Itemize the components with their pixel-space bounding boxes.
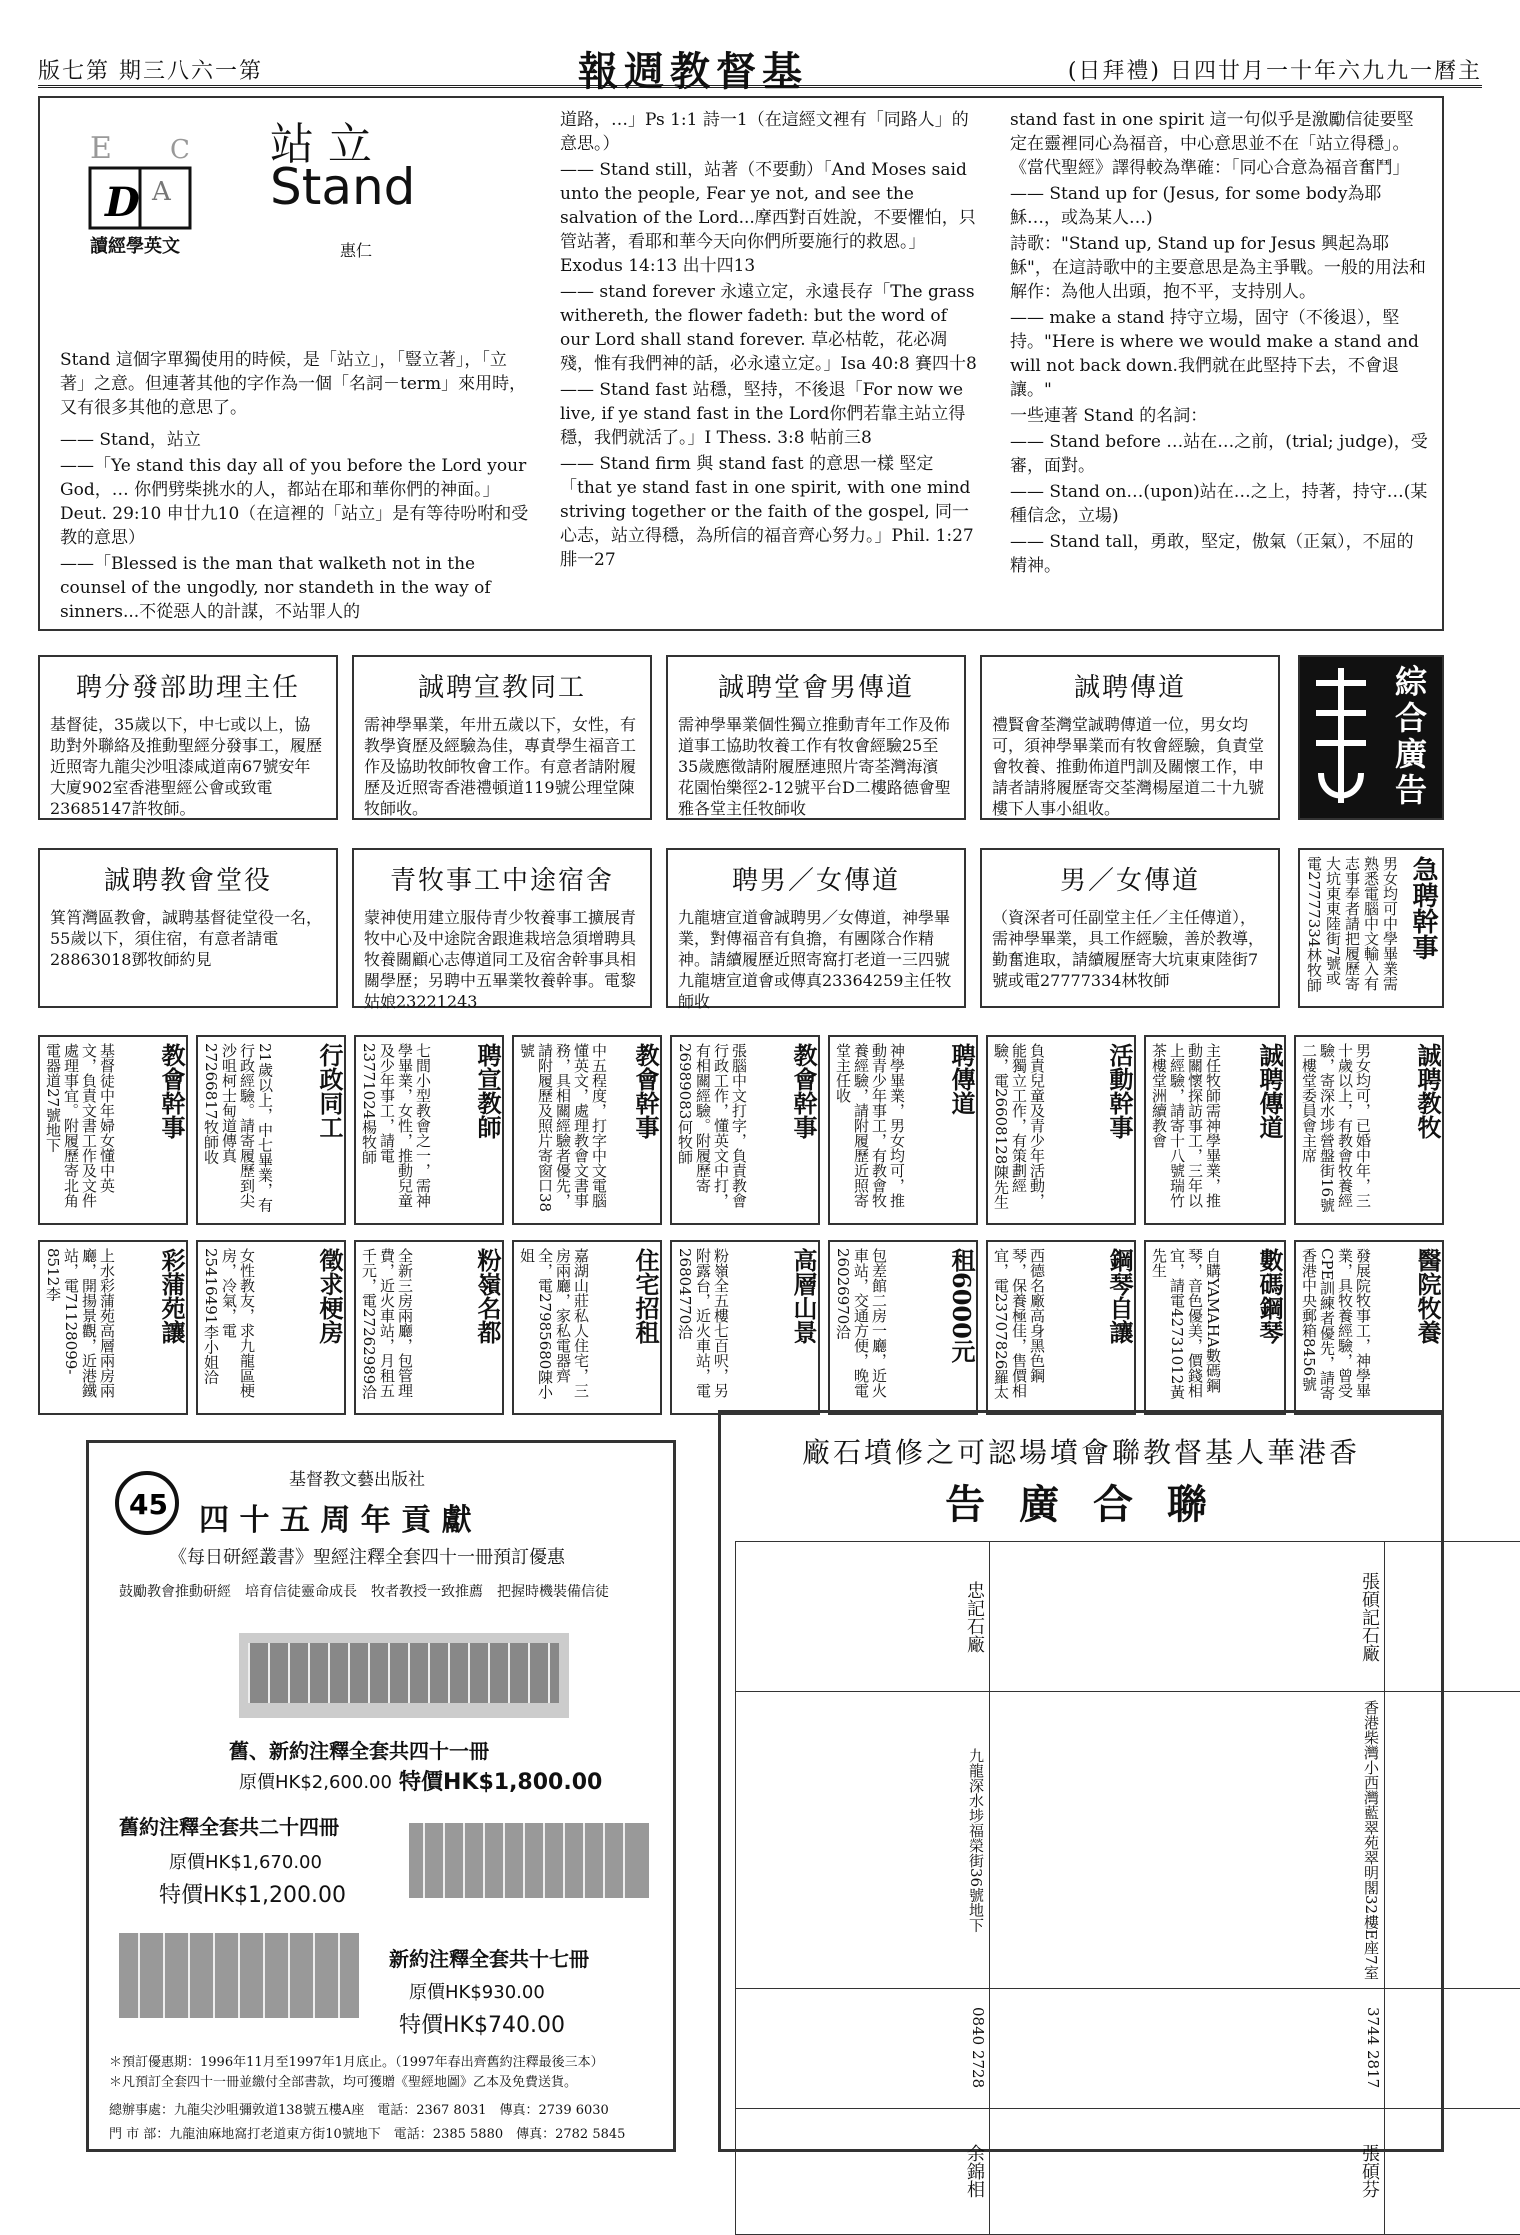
set1-orig-price: 原價HK$2,600.00: [239, 1768, 392, 1794]
ornament-icon: [1306, 663, 1376, 813]
paragraph: —— Stand tall，勇敢，堅定，傲氣（正氣），不屈的精神。: [1010, 530, 1430, 578]
ad-title: 誠聘傳道: [992, 667, 1268, 704]
ad-title: 青牧事工中途宿舍: [364, 860, 640, 897]
ad-text: 女性教友，求九龍區梗房，冷氣，電25416491李小姐洽: [198, 1242, 260, 1413]
ad-box-vertical: [986, 1240, 1136, 1415]
ad-contact: 總辦事處：九龍尖沙咀彌敦道138號五樓A座 電話：2367 8031 傳真：2739 6030: [109, 2099, 669, 2118]
classified-title: 綜合廣告: [1386, 665, 1432, 809]
table-cell: 余錦相: [736, 2108, 990, 2235]
ad-text: 禮賢會荃灣堂誠聘傳道一位，男女均可，須神學畢業而有牧會經驗，負責堂會牧養、推動佈道門訓及關懷工作，申請者請將履歷寄交荃灣楊屋道二十九號樓下人事小組收。: [992, 714, 1268, 819]
ad-box-vertical: [512, 1240, 662, 1415]
set3-orig-price: 原價HK$930.00: [409, 1978, 545, 2004]
ad-text: 上水彩蒲苑高層兩房兩廳，開揚景觀，近港鐵站，電71128099-8512李: [40, 1242, 120, 1413]
ad-title: 彩蒲苑讓: [156, 1242, 186, 1413]
set2-special-price: 特價HK$1,200.00: [159, 1878, 346, 1909]
ad-title: 粉嶺名都: [472, 1242, 502, 1413]
paragraph: —— stand forever 永遠立定，永遠長存「The grass withereth, the flower fadeth: but the word of our Lord shall stand forever. 草必枯乾，花必凋殘，惟有我們神的話，必永遠立定。」Isa 40:8 賽四十8: [560, 280, 980, 376]
svg-text:45: 45: [129, 1488, 168, 1521]
ad-box-vertical: [670, 1035, 820, 1225]
ad-box: [666, 848, 966, 1008]
paragraph: —— Stand fast 站穩，堅持，不後退「For now we live, if ye stand fast in the Lord你們若靠主站立得穩，我們就活了。」I Thess. 3:8 帖前三8: [560, 378, 980, 450]
anniversary-logo-icon: [109, 1468, 189, 1538]
ad-title: 活動幹事: [1104, 1037, 1134, 1223]
ad-title: 聘宣教師: [472, 1037, 502, 1223]
set2-name: 舊約注釋全套共二十四冊: [119, 1811, 339, 1840]
reading-english-logo: [60, 128, 210, 258]
stand-article: [38, 96, 1444, 631]
ad-text: 嘉湖山莊私人住宅，三房兩廳，家私電器齊全，電27985680陳小姐: [514, 1242, 594, 1413]
ad-text: 發展院牧事工，神學畢業，具牧養經驗，曾受CPE訓練者優先，請寄香港中央郵箱8456號: [1296, 1242, 1376, 1413]
joint-title: 告 廣 合 聯: [721, 1473, 1441, 1530]
paragraph: 詩歌："Stand up, Stand up for Jesus 興起為耶穌"，在這詩歌中的主要意思是為主爭戰。一般的用法和解作：為他人出頭，抱不平，支持別人。: [1010, 232, 1430, 304]
ad-title: 誠聘傳道: [1254, 1037, 1284, 1223]
ad-box: [38, 655, 338, 820]
ad-text: 箕筲灣區教會，誠聘基督徒堂役一名，55歲以下，須住宿，有意者請電28863018鄧牧師約見: [50, 907, 326, 970]
ad-title: 聘分發部助理主任: [50, 667, 326, 704]
ad-text: 七間小型教會之一，需神學畢業，女性，推動兒童及少年事工，請電23771024楊牧師: [356, 1037, 436, 1223]
joint-ad: [718, 1410, 1444, 2152]
classified-ads-banner: [1298, 655, 1444, 820]
ad-title: 男／女傳道: [992, 860, 1268, 897]
ad-title: 急聘幹事: [1408, 850, 1442, 1006]
publisher: 基督教文藝出版社: [289, 1465, 425, 1490]
ad-box-vertical: [1294, 1035, 1444, 1225]
issue-date: (日拜禮) 日四廿月一十年六九九一曆主: [1068, 54, 1482, 85]
ad-text: 主任牧師需神學畢業，推動關懷探訪事工，三年以上經驗，請寄十八號瑞竹茶樓堂洲續教會: [1146, 1037, 1226, 1223]
ad-text: 蒙神使用建立服侍青少牧養事工擴展青牧中心及中途院舍跟進栽培急須增聘具牧養關顧心志傳道同工及宿舍幹事具相關學歷；另聘中五畢業牧養幹事。電黎姑娘23221243: [364, 907, 640, 1012]
ad-text: 男女均可，已婚中年，三十歲以上，有教會牧養經驗，寄深水埗營盤街16號二樓堂委員會主席: [1296, 1037, 1376, 1223]
article-col2: [560, 108, 980, 574]
table-cell: [1385, 1692, 1520, 1989]
ad-text: 包差館二房一廳，近火車站，交通方便，晚電26026970洽: [830, 1242, 892, 1413]
svg-text:A: A: [151, 177, 172, 207]
ad-title: 誠聘宣教同工: [364, 667, 640, 704]
ad-text: 需神學畢業，年卅五歲以下，女性，有教學資歷及經驗為佳，專責學生福音工作及協助牧師牧會工作。有意者請附履歷及近照寄香港禮頓道119號公理堂陳牧師收。: [364, 714, 640, 819]
ad-text: 中五程度，打字中文電腦懂英文，處理教會文書事務，具相關經驗者優先，請附履歷及照片寄窗口38號: [514, 1037, 612, 1223]
logo-label: 讀經學英文: [60, 232, 210, 258]
svg-text:E: E: [90, 131, 112, 166]
table-cell: [1385, 2108, 1520, 2235]
paragraph: —— Stand before …站在…之前，(trial; judge)，受審，面對。: [1010, 430, 1430, 478]
table-cell: 2728 0840: [736, 1988, 990, 2108]
table-cell: 忠記石廠: [736, 1542, 990, 1692]
paragraph: —— Stand，站立: [60, 428, 530, 452]
set2-orig-price: 原價HK$1,670.00: [169, 1848, 322, 1874]
set3-name: 新約注釋全套共十七冊: [389, 1943, 589, 1972]
article-title-cn: 站 立: [270, 108, 372, 172]
table-cell: 張碩芬: [990, 2108, 1385, 2235]
paragraph: ——「Blessed is the man that walketh not in the counsel of the ungodly, nor standeth in the way of sinners...不從惡人的計謀，不站罪人的: [60, 552, 530, 624]
svg-text:C: C: [170, 135, 190, 165]
joint-table: [735, 1541, 1431, 2141]
ad-box-vertical: [512, 1035, 662, 1225]
ad-title: 教會幹事: [630, 1037, 660, 1223]
joint-heading: 廠石墳修之可認場墳會聯教督基人華港香: [721, 1431, 1441, 1471]
ad-title: 數碼鋼琴: [1254, 1242, 1284, 1413]
paragraph: —— Stand up for (Jesus, for some body為耶穌…，或為某人…): [1010, 182, 1430, 230]
article-col3: [1010, 108, 1430, 580]
ad-text: 男女均可中學畢業需熟悉電腦中文輸入有志事奉者請把履歷寄大坑東東陸街7號或電27777334林牧師: [1300, 850, 1403, 1006]
ad-box-vertical: [1144, 1035, 1286, 1225]
ad-slogan: 鼓勵教會推動研經 培育信徒靈命成長 牧者教授一致推薦 把握時機裝備信徒: [119, 1581, 609, 1601]
ad-text: 西德名廠高身黑色鋼琴，保養極佳，售價相宜，電23707826羅太: [988, 1242, 1050, 1413]
ad-title: 誠聘堂會男傳道: [678, 667, 954, 704]
ad-text: 基督徒，35歲以下，中七或以上，協助對外聯絡及推動聖經分發事工，履歷近照寄九龍尖沙咀漆咸道南67號安年大廈902室香港聖經公會或致電23685147許牧師。: [50, 714, 326, 819]
ad-text: 全新三房兩廳，包管理費，近火車站，月租五千元，電27262989洽: [356, 1242, 418, 1413]
ad-title: 誠聘教會堂役: [50, 860, 326, 897]
paragraph: 道路，…」Ps 1:1 詩一1（在這經文裡有「同路人」的意思。）: [560, 108, 980, 156]
table-cell: 張碩記石廠: [990, 1542, 1385, 1692]
ad-box-vertical: [196, 1240, 346, 1415]
ad-box-vertical: [828, 1035, 978, 1225]
ad-text: 自購YAMAHA數碼鋼琴，音色優美，價錢相宜，請電42731012黃先生: [1146, 1242, 1226, 1413]
ad-box: [980, 848, 1280, 1008]
set1-name: 舊、新約注釋全套共四十一冊: [229, 1735, 489, 1764]
author: 惠仁: [340, 238, 372, 261]
article-intro: Stand 這個字單獨使用的時候，是「站立」，「豎立著」，「立著」之意。但連著其他的字作為一個「名詞－term」來用時，又有很多其他的意思了。: [60, 348, 530, 420]
ad-box-vertical: [354, 1035, 504, 1225]
table-cell: [1385, 1988, 1520, 2108]
ad-title: 誠聘教牧: [1412, 1037, 1442, 1223]
ad-box-vertical: [1144, 1240, 1286, 1415]
paragraph: ——「Ye stand this day all of you before the Lord your God，… 你們劈柴挑水的人，都站在耶和華你們的神面。」Deut. 29:10 申廿九10（在這裡的「站立」是有等待吩咐和受教的意思）: [60, 454, 530, 550]
ad-box-vertical: [986, 1035, 1136, 1225]
svg-text:D: D: [104, 179, 140, 226]
ad-text: 基督徒中年婦女懂中英文，負責文書工作及文件處理事宜。附履歷寄北角電器道27號地下: [40, 1037, 120, 1223]
set3-special-price: 特價HK$740.00: [399, 2008, 565, 2039]
ad-note: ＊預訂優惠期：1996年11月至1997年1月底止。（1997年春出齊舊約注釋最後三本）: [109, 2051, 669, 2070]
books-photo-icon: [239, 1613, 569, 1723]
set1-special-price: 特價HK$1,800.00: [399, 1765, 602, 1796]
ad-title: 租6000元: [946, 1242, 976, 1413]
page-number: 版七第 期三八六一第: [38, 54, 263, 85]
ad-title: 醫院牧養: [1412, 1242, 1442, 1413]
paragraph: —— Stand on…(upon)站在…之上，持著，持守…(某種信念，立場): [1010, 480, 1430, 528]
ad-title: 高層山景: [788, 1242, 818, 1413]
ad-box-vertical: [196, 1035, 346, 1225]
books-photo-icon: [409, 1813, 649, 1903]
ad-text: 21歲以上，中七畢業，有行政經驗。請寄履歷到尖沙咀柯士甸道傳真27266817牧師收: [198, 1037, 278, 1223]
ad-title: 行政同工: [314, 1037, 344, 1223]
ad-box: [352, 655, 652, 820]
ad-text: 張腦中文打字，負責教會行政工作，懂英文中打，有相關經驗。附履歷寄26989083何牧師: [672, 1037, 752, 1223]
ad-headline: 四 十 五 周 年 貢 獻: [199, 1495, 472, 1539]
ad-box: [980, 655, 1280, 820]
ad-title: 鋼琴自讓: [1104, 1242, 1134, 1413]
ad-box-vertical: [1294, 1240, 1444, 1415]
table-cell: [1385, 1542, 1520, 1692]
paragraph: 一些連著 Stand 的名詞：: [1010, 404, 1430, 428]
ad-box-vertical: [38, 1240, 188, 1415]
ad-contact: 門 市 部：九龍油麻地窩打老道東方街10號地下 電話：2385 5880 傳真：2782 5845: [109, 2123, 669, 2142]
ad-box: [352, 848, 652, 1008]
ad-title: 教會幹事: [156, 1037, 186, 1223]
ad-title: 聘傳道: [946, 1037, 976, 1223]
ad-title: 徵求梗房: [314, 1242, 344, 1413]
paragraph: —— Stand still，站著（不要動）「And Moses said unto the people, Fear ye not, and see the salvation of the Lord...摩西對百姓說，不要懼怕，只管站著，看耶和華今天向你們所要施行的救恩。」Exodus 14:13 出十四13: [560, 158, 980, 278]
ad-text: 粉嶺全五樓七百呎，另附露台，近火車站，電26804770洽: [672, 1242, 734, 1413]
book-ad: [86, 1440, 676, 2152]
article-title-en: Stand: [270, 158, 415, 216]
ad-text: 需神學畢業個性獨立推動青年工作及佈道事工協助牧養工作有牧會經驗25至35歲應徵請附履歷連照片寄荃灣海濱花園怡樂徑2-12號平台D二樓路德會聖雅各堂主任牧師收: [678, 714, 954, 819]
ad-box-vertical: [38, 1035, 188, 1225]
ad-text: （資深者可任副堂主任／主任傳道），需神學畢業，具工作經驗，善於教導，勤奮進取，請續履歷寄大坑東東陸街7號或電27777334林牧師: [992, 907, 1268, 991]
paragraph: stand fast in one spirit 這一句似乎是激勵信徒要堅定在靈裡同心為福音，中心意思並不在「站立得穩」。《當代聖經》譯得較為準確：「同心合意為福音奮鬥」: [1010, 108, 1430, 180]
ad-text: 九龍塘宣道會誠聘男／女傳道，神學畢業，對傳福音有負擔，有團隊合作精神。請續履歷近照寄窩打老道一三四號九龍塘宣道會或傳真23364259主任牧師收: [678, 907, 954, 1012]
ad-box: [38, 848, 338, 1008]
ad-title: 教會幹事: [788, 1037, 818, 1223]
ad-title: 聘男／女傳道: [678, 860, 954, 897]
ad-box-vertical: [1298, 848, 1444, 1008]
table-cell: 九龍深水埗福榮街36號地下: [736, 1692, 990, 1989]
ad-box-vertical: [670, 1240, 820, 1415]
ad-box-vertical: [828, 1240, 978, 1415]
article-col1: [60, 428, 530, 626]
ad-title: 住宅招租: [630, 1242, 660, 1413]
paragraph: —— make a stand 持守立場，固守（不後退），堅持。"Here is where we would make a stand and will not back down.我們就在此堅持下去，不會退讓。": [1010, 306, 1430, 402]
page-header: [38, 48, 1482, 88]
newspaper-title: 報週教督基: [578, 40, 808, 97]
table-cell: 2817 3744: [990, 1988, 1385, 2108]
ad-box: [666, 655, 966, 820]
ad-text: 神學畢業，男女均可，推動青少年事工，有教會牧養經驗，請附履歷近照寄堂主任收: [830, 1037, 910, 1223]
paragraph: —— Stand firm 與 stand fast 的意思一樣 堅定「that ye stand fast in one spirit, with one mind striving together or the faith of the gospel, 同一心志，站立得穩，為所信的福音齊心努力。」Phil. 1:27 腓一27: [560, 452, 980, 572]
books-photo-icon: [119, 1923, 359, 2023]
ad-note: ＊凡預訂全套四十一冊並繳付全部書款，均可獲贈《聖經地圖》乙本及免費送貨。: [109, 2071, 669, 2090]
table-cell: 香港柴灣小西灣藍翠苑翠明閣32樓E座7室: [990, 1692, 1385, 1989]
ad-box-vertical: [354, 1240, 504, 1415]
ad-text: 負責兒童及青少年活動，能獨立工作，有策劃經驗，電26608128陳先生: [988, 1037, 1050, 1223]
ad-subline: 《每日研經叢書》聖經注釋全套四十一冊預訂優惠: [169, 1543, 565, 1569]
